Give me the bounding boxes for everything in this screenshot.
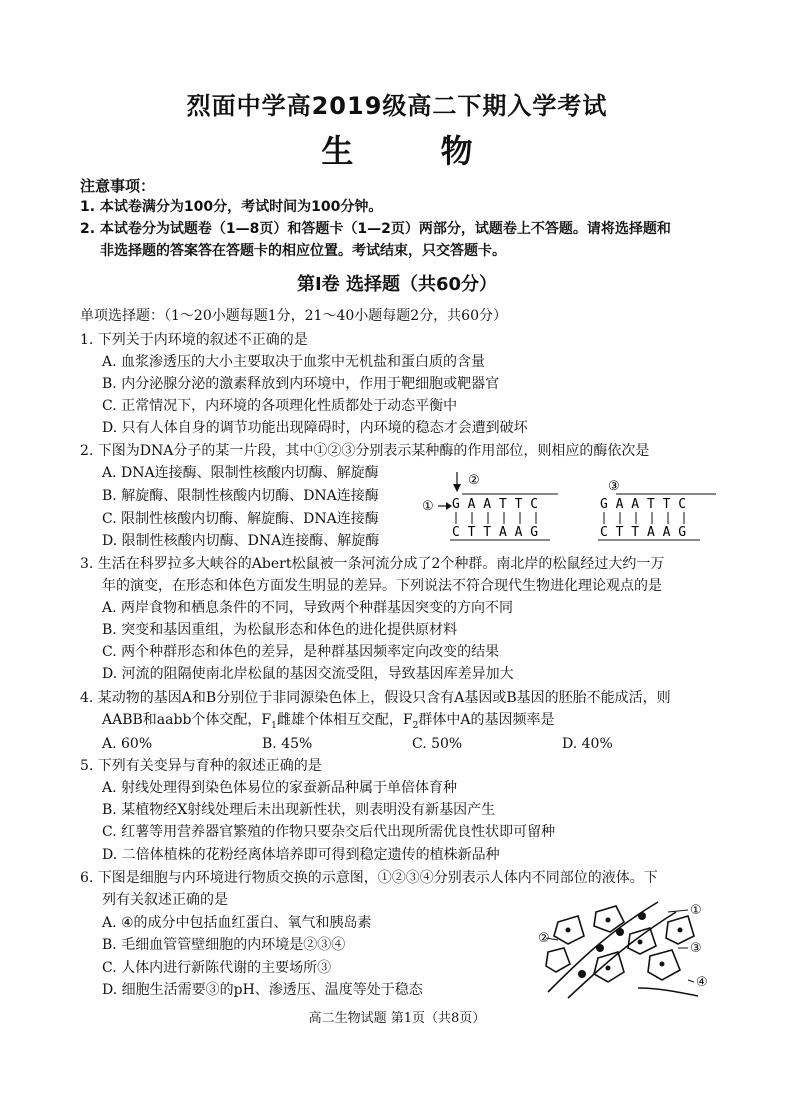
figure-label-2: ② (538, 931, 550, 946)
section-title: 第Ⅰ卷 选择题（共60分） (296, 274, 497, 295)
q5-option-b: B. 某植物经X射线处理后未出现新性状，则表明没有新基因产生 (102, 802, 496, 818)
q4-option-b: B. 45% (262, 736, 313, 752)
q3-option-d: D. 河流的阻隔使南北岸松鼠的基因交流受阻，导致基因库差异加大 (102, 666, 514, 682)
tissue-exchange-figure (538, 892, 718, 1002)
exam-title: 烈面中学高2019级高二下期入学考试 (186, 92, 608, 120)
q5-option-a: A. 射线处理得到染色体易位的家蚕新品种属于单倍体育种 (102, 780, 458, 796)
q1-option-b: B. 内分泌腺分泌的激素释放到内环境中，作用于靶细胞或靶器官 (102, 376, 500, 392)
dna-left-top-strand: G A A T T C (452, 497, 539, 512)
dna-marker-1: ① (422, 499, 434, 514)
q4-stem-sub-1: 1 (271, 720, 277, 731)
dna-marker-2: ② (468, 473, 480, 488)
q4-stem-line2 (102, 710, 554, 736)
q6-stem-line1: 6. 下图是细胞与内环境进行物质交换的示意图，①②③④分别表示人体内不同部位的液体。下 (80, 870, 658, 886)
q3-option-b: B. 突变和基因重组，为松鼠形态和体色的进化提供原材料 (102, 622, 458, 638)
q3-option-a: A. 两岸食物和栖息条件的不同，导致两个种群基因突变的方向不同 (102, 600, 514, 616)
q1-stem: 1. 下列关于内环境的叙述不正确的是 (80, 332, 308, 348)
q4-stem-sub-2: 2 (412, 720, 419, 731)
figure-label-3: ③ (690, 941, 702, 956)
notice-item-2-line2: 非选择题的答案答在答题卡的相应位置。考试结束，只交答题卡。 (100, 243, 506, 259)
q2-option-b: B. 解旋酶、限制性核酸内切酶、DNA连接酶 (102, 488, 379, 504)
q4-stem-part-c: 群体中A的基因频率是 (418, 712, 555, 728)
q4-stem-part-b: 雌雄个体相互交配，F (276, 712, 413, 728)
q1-option-d: D. 只有人体自身的调节功能出现障碍时，内环境的稳态才会遭到破坏 (102, 420, 528, 436)
figure-label-4: ④ (696, 975, 708, 990)
notice-heading: 注意事项： (80, 177, 156, 195)
q6-stem-line2: 列有关叙述正确的是 (102, 892, 228, 908)
q4-option-c: C. 50% (412, 736, 463, 752)
q5-option-d: D. 二倍体植株的花粉经离体培养即可得到稳定遗传的植株新品种 (102, 847, 500, 863)
dna-figure (420, 470, 720, 550)
dna-marker-3: ③ (608, 479, 620, 494)
q5-option-c: C. 红薯等用营养器官繁殖的作物只要杂交后代出现所需优良性状即可留种 (102, 824, 556, 840)
q4-stem-part-a: AABB和aabb个体交配，F (102, 712, 272, 728)
dna-right-top-strand: G A A T T C (600, 497, 687, 512)
subject-title: 生 物 (321, 132, 511, 170)
q5-stem: 5. 下列有关变异与育种的叙述正确的是 (80, 758, 322, 774)
q2-option-a: A. DNA连接酶、限制性核酸内切酶、解旋酶 (102, 465, 379, 481)
q6-option-d: D. 细胞生活需要③的pH、渗透压、温度等处于稳态 (102, 982, 423, 998)
notice-item-2-line1: 2. 本试卷分为试题卷（1—8页）和答题卡（1—2页）两部分，试题卷上不答题。请将选择题和 (80, 221, 671, 237)
q2-option-c: C. 限制性核酸内切酶、解旋酶、DNA连接酶 (102, 511, 379, 527)
q3-option-c: C. 两个种群形态和体色的差异，是种群基因频率定向改变的结果 (102, 644, 500, 660)
q2-stem: 2. 下图为DNA分子的某一片段，其中①②③分别表示某种酶的作用部位，则相应的酶依次是 (80, 443, 650, 459)
dna-right-bottom-strand: C T T A A G (600, 525, 687, 540)
q1-option-c: C. 正常情况下，内环境的各项理化性质都处于动态平衡中 (102, 398, 458, 414)
q6-option-a: A. ④的成分中包括血红蛋白、氧气和胰岛素 (102, 915, 372, 931)
section-instructions: 单项选择题：（1～20小题每题1分，21～40小题每题2分，共60分） (80, 308, 507, 324)
dna-left-bottom-strand: C T T A A G (452, 525, 539, 540)
q6-option-c: C. 人体内进行新陈代谢的主要场所③ (102, 960, 332, 976)
q6-option-b: B. 毛细血管管壁细胞的内环境是②③④ (102, 937, 346, 953)
q2-option-d: D. 限制性核酸内切酶、DNA连接酶、解旋酶 (102, 533, 380, 549)
q4-option-a: A. 60% (102, 736, 153, 752)
notice-item-1: 1. 本试卷满分为100分，考试时间为100分钟。 (80, 199, 383, 215)
q4-option-d: D. 40% (562, 736, 613, 752)
q3-stem-line2: 年的演变，在形态和体色方面发生明显的差异。下列说法不符合现代生物进化理论观点的是 (102, 578, 662, 594)
page-footer: 高二生物试题 第1页（共8页） (308, 1011, 486, 1026)
q4-stem-line1: 4. 某动物的基因A和B分别位于非同源染色体上，假设只含有A基因或B基因的胚胎不能成活，则 (80, 690, 671, 706)
q3-stem-line1: 3. 生活在科罗拉多大峡谷的Abert松鼠被一条河流分成了2个种群。南北岸的松鼠经过大约一万 (80, 556, 665, 572)
q1-option-a: A. 血浆渗透压的大小主要取决于血浆中无机盐和蛋白质的含量 (102, 354, 486, 370)
figure-label-1: ① (690, 903, 702, 918)
